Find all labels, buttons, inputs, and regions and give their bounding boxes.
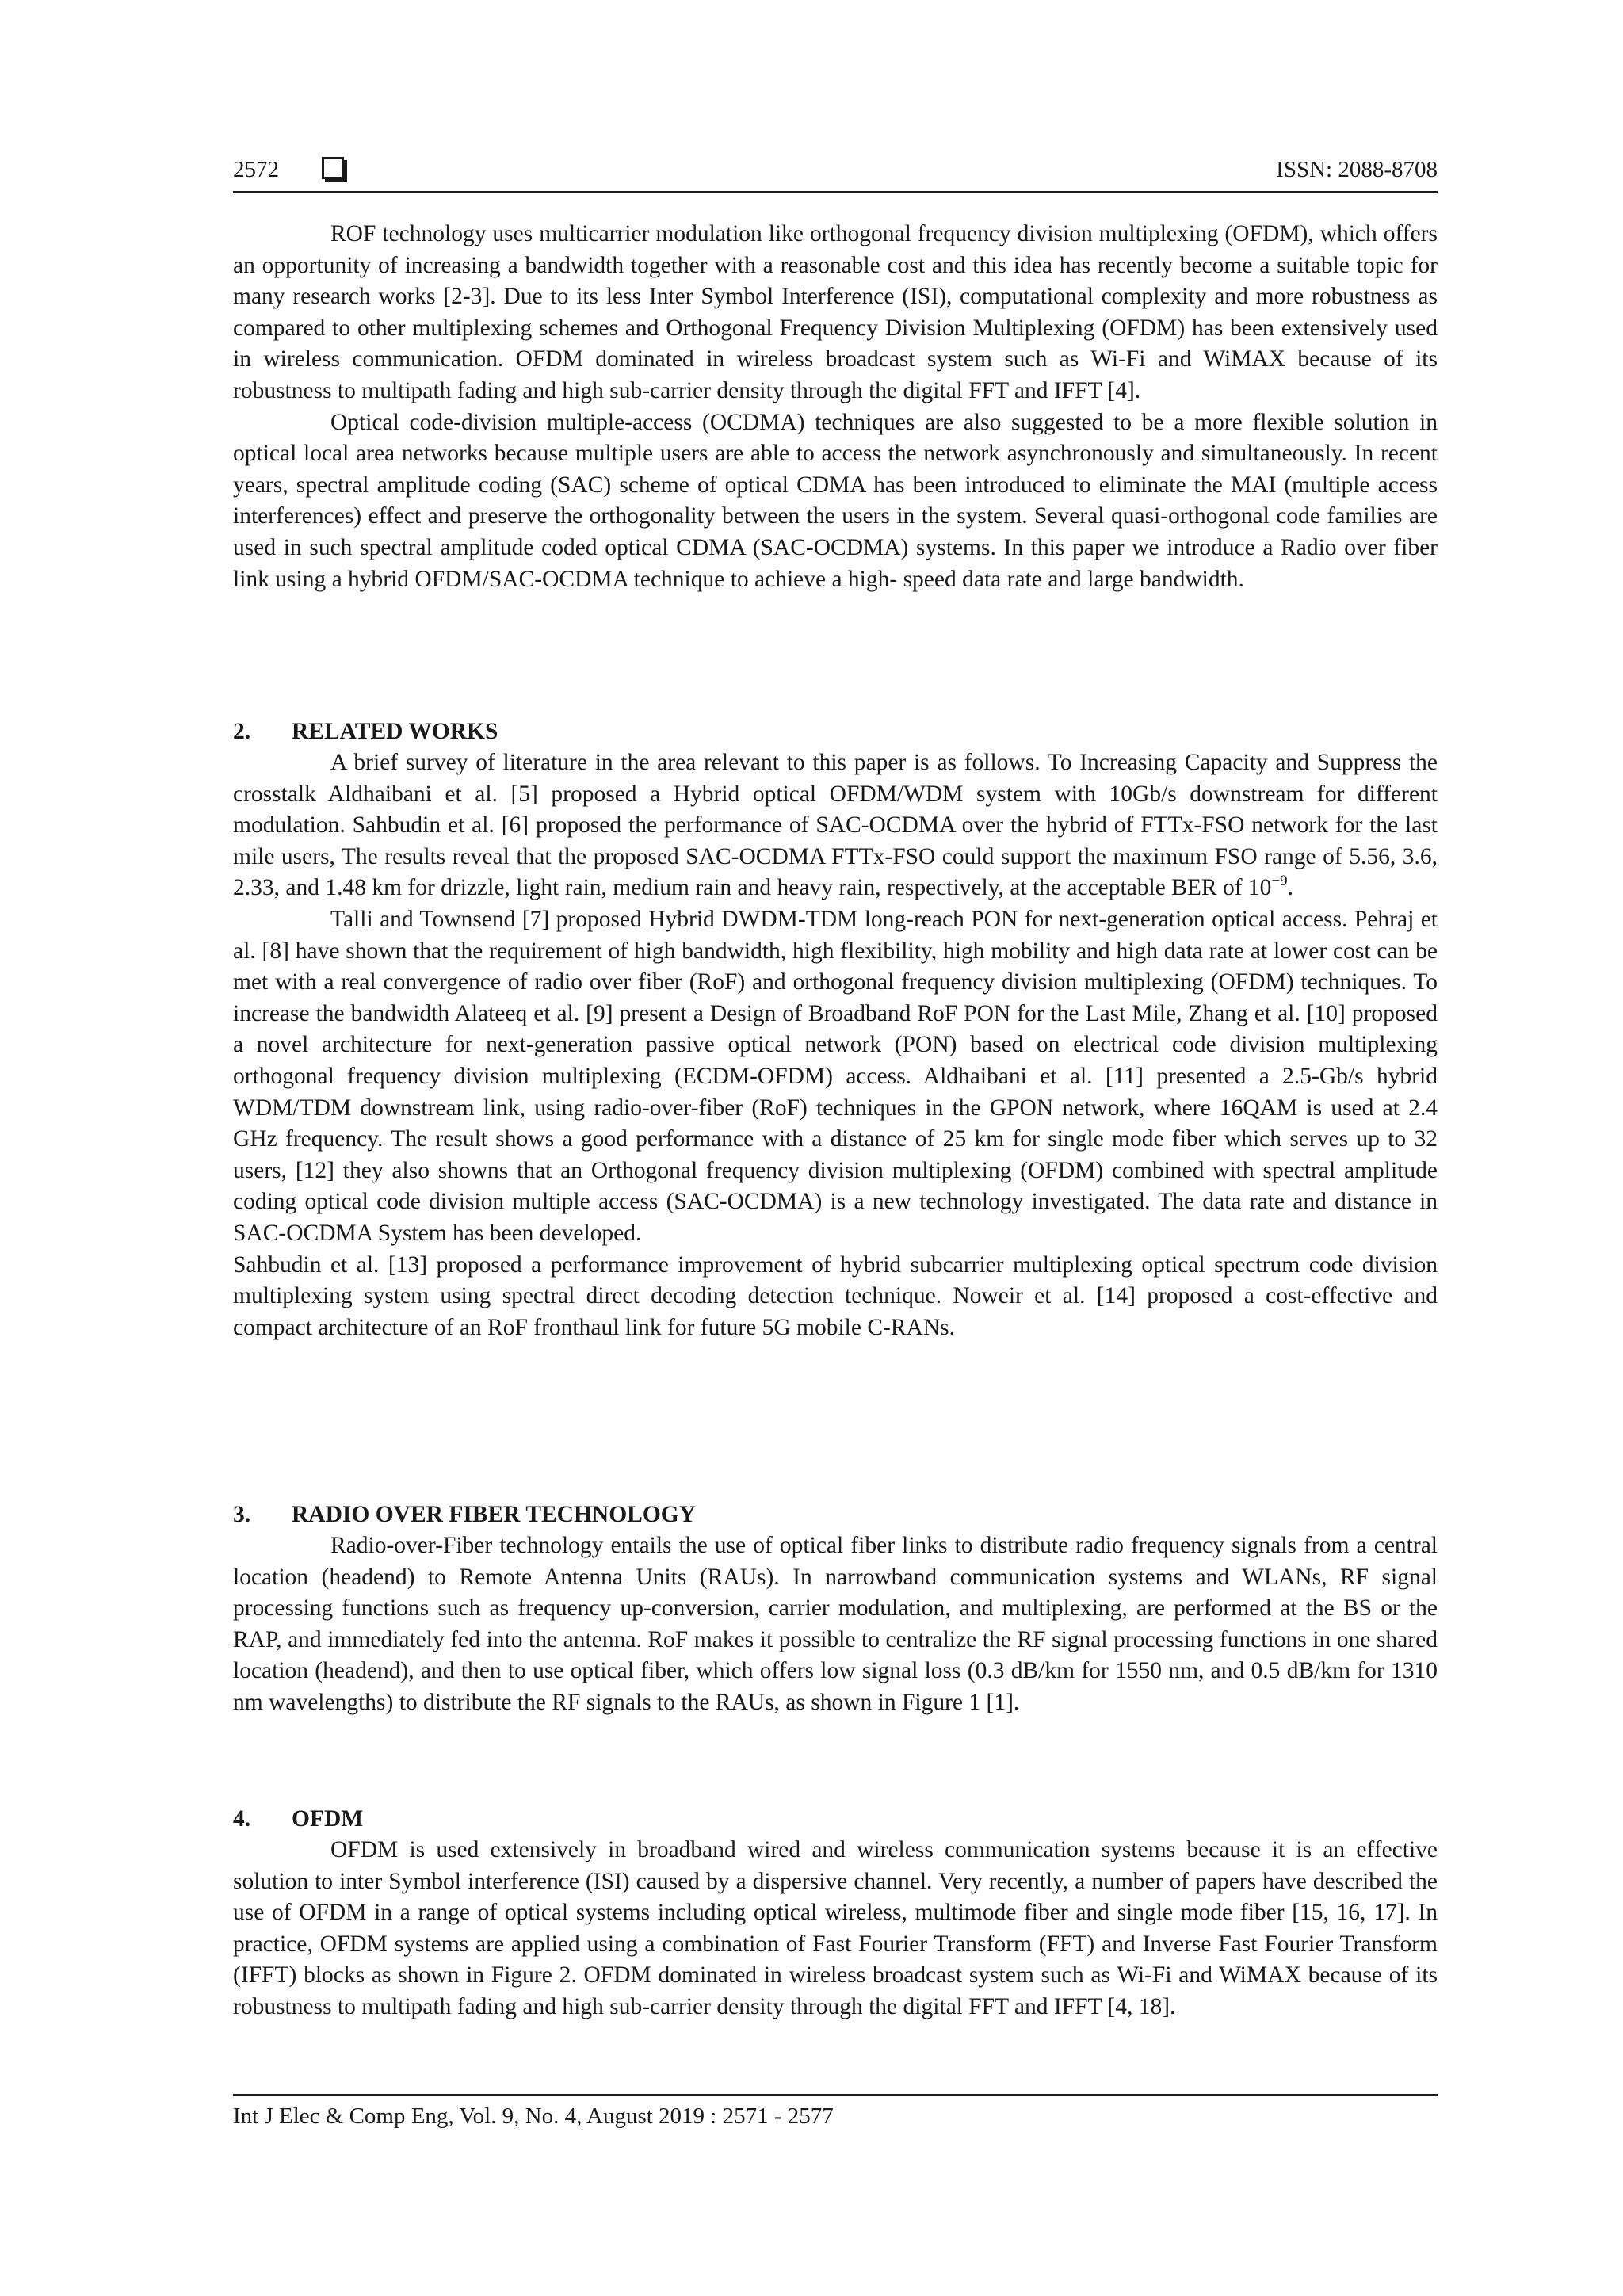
section-number: 4.: [233, 1806, 251, 1832]
paragraph: OFDM is used extensively in broadband wired and wireless communication systems because it is an effective solution to inter Symbol interference (ISI) caused by a dispersive channel. Very recently, a number of papers have described the use of OFDM in a range of optical systems including optical wireless, multimode fiber and single mode fiber [15, 16, 17]. In practice, OFDM systems are applied using a combination of Fast Fourier Transform (FFT) and Inverse Fast Fourier Transform (IFFT) blocks as shown in Figure 2. OFDM dominated in wireless broadcast system such as Wi-Fi and WiMAX because of its robustness to multipath fading and high sub-carrier density through the digital FFT and IFFT [4, 18].: [233, 1837, 1438, 2019]
paragraph: Optical code-division multiple-access (OCDMA) techniques are also suggested to be a more flexible solution in optical local area networks because multiple users are able to access the network asynchronously and simultaneously. In recent years, spectral amplitude coding (SAC) scheme of optical CDMA has been introduced to eliminate the MAI (multiple access interferences) effect and preserve the orthogonality between the users in the system. Several quasi-orthogonal code families are used in such spectral amplitude coded optical CDMA (SAC-OCDMA) systems. In this paper we introduce a Radio over fiber link using a hybrid OFDM/SAC-OCDMA technique to achieve a high- speed data rate and large bandwidth.: [233, 409, 1438, 592]
exponent: −9: [1271, 873, 1288, 890]
paper-page: [233, 0, 1438, 2296]
section-title: OFDM: [292, 1806, 364, 1832]
paragraph: A brief survey of literature in the area relevant to this paper is as follows. To Increasing Capacity and Suppress the crosstalk Aldhaibani et al. [5] proposed a Hybrid optical OFDM/WDM system with 10Gb/s downstream for different modulation. Sahbudin et al. [6] proposed the performance of SAC-OCDMA over the hybrid of FTTx-FSO network for the last mile users, The results reveal that the proposed SAC-OCDMA FTTx-FSO could support the maximum FSO range of 5.56, 3.6, 2.33, and 1.48 km for drizzle, light rain, medium rain and heavy rain, respectively, at the acceptable BER of $10^{-9}$.: [233, 750, 1438, 901]
section-body: [233, 1530, 1438, 1719]
paragraph: ROF technology uses multicarrier modulation like orthogonal frequency division multiplexing (OFDM), which offers an opportunity of increasing a bandwidth together with a reasonable cost and this idea has recently become a suitable topic for many research works [2-3]. Due to its less Inter Symbol Interference (ISI), computational complexity and more robustness as compared to other multiplexing schemes and Orthogonal Frequency Division Multiplexing (OFDM) has been extensively used in wireless communication. OFDM dominated in wireless broadcast system such as Wi-Fi and WiMAX because of its robustness to multipath fading and high sub-carrier density through the digital FFT and IFFT [4].: [233, 221, 1438, 403]
page-number: 2572: [233, 157, 279, 182]
section-title: RADIO OVER FIBER TECHNOLOGY: [292, 1502, 697, 1527]
square-bullet-icon: [322, 157, 344, 179]
section-heading: [233, 716, 498, 748]
section-title: RELATED WORKS: [292, 719, 498, 744]
running-header: [233, 155, 1438, 193]
section-heading: [233, 1804, 363, 1836]
section-heading: [233, 1499, 696, 1531]
footer-rule: [233, 2094, 1438, 2096]
section-number: 3.: [233, 1502, 251, 1527]
section-body: [233, 747, 1438, 1343]
paragraph: Radio-over-Fiber technology entails the use of optical fiber links to distribute radio frequency signals from a central location (headend) to Remote Antenna Units (RAUs). In narrowband communication systems and WLANs, RF signal processing functions such as frequency up-conversion, carrier modulation, and multiplexing, are performed at the BS or the RAP, and immediately fed into the antenna. RoF makes it possible to centralize the RF signal processing functions in one shared location (headend), and then to use optical fiber, which offers low signal loss (0.3 dB/km for 1550 nm, and 0.5 dB/km for 1310 nm wavelengths) to distribute the RF signals to the RAUs, as shown in Figure 1 [1].: [233, 1533, 1438, 1715]
section-body: [233, 1835, 1438, 2023]
issn-label: ISSN: 2088-8708: [1276, 157, 1438, 182]
paragraph: Talli and Townsend [7] proposed Hybrid DWDM-TDM long-reach PON for next-generation optical access. Pehraj et al. [8] have shown that the requirement of high bandwidth, high flexibility, high mobility and high data rate at lower cost can be met with a real convergence of radio over fiber (RoF) and orthogonal frequency division multiplexing (OFDM) techniques. To increase the bandwidth Alateeq et al. [9] present a Design of Broadband RoF PON for the Last Mile, Zhang et al. [10] proposed a novel architecture for next-generation passive optical network (PON) based on electrical code division multiplexing orthogonal frequency division multiplexing (ECDM-OFDM) access. Aldhaibani et al. [11] presented a 2.5-Gb/s hybrid WDM/TDM downstream link, using radio-over-fiber (RoF) techniques in the GPON network, where 16QAM is used at 2.4 GHz frequency. The result shows a good performance with a distance of 25 km for single mode fiber which serves up to 32 users, [12] they also showns that an Orthogonal frequency division multiplexing (OFDM) combined with spectral amplitude coding optical code division multiple access (SAC-OCDMA) is a new technology investigated. The data rate and distance in SAC-OCDMA System has been developed.: [233, 906, 1438, 1246]
intro-text: [233, 219, 1438, 595]
header-rule: [233, 191, 1438, 193]
section-number: 2.: [233, 719, 251, 744]
running-footer: Int J Elec & Comp Eng, Vol. 9, No. 4, August 2019 : 2571 - 2577: [233, 2103, 834, 2129]
paragraph: Sahbudin et al. [13] proposed a performance improvement of hybrid subcarrier multiplexing optical spectrum code division multiplexing system using spectral direct decoding detection technique. Noweir et al. [14] proposed a cost-effective and compact architecture of an RoF fronthaul link for future 5G mobile C-RANs.: [233, 1251, 1438, 1340]
